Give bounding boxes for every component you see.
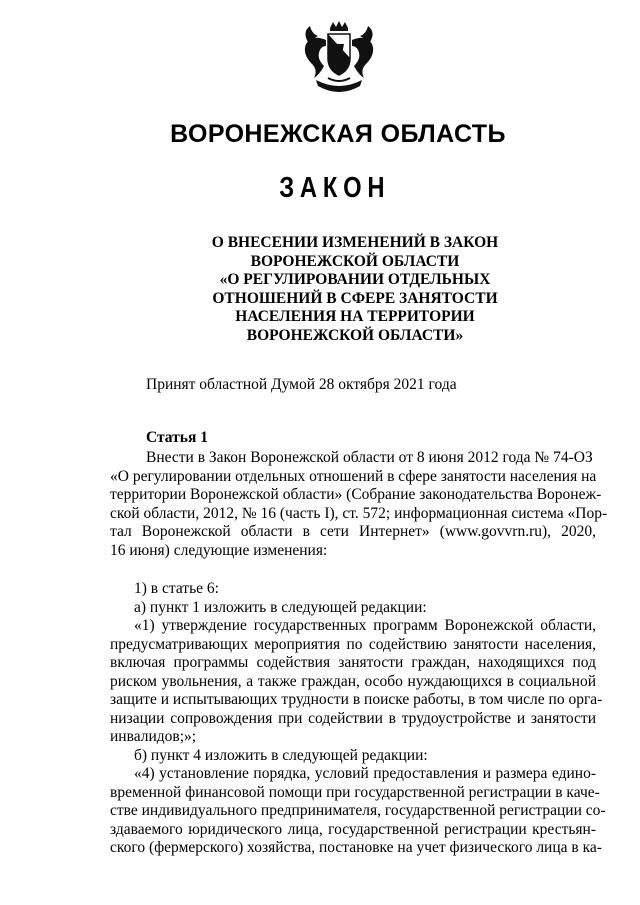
title-line: ВОРОНЕЖСКОЙ ОБЛАСТИ: [250, 252, 460, 270]
article-heading: Статья 1: [146, 429, 208, 446]
body-line: здаваемого юридического лица, государственной регистрации крестьян-: [110, 820, 596, 838]
body-line: защите и испытывающих трудности в поиске работы, в том числе по орга-: [110, 691, 603, 708]
body-line: 16 июня) следующие изменения:: [110, 541, 328, 559]
title-line: О ВНЕСЕНИИ ИЗМЕНЕНИЙ В ЗАКОН: [211, 234, 499, 251]
title-line: ВОРОНЕЖСКОЙ ОБЛАСТИ»: [246, 326, 464, 344]
title-line: ОТНОШЕНИЙ В СФЕРЕ ЗАНЯТОСТИ: [212, 289, 498, 307]
body-line: б) пункт 4 изложить в следующей редакции:: [134, 746, 428, 764]
body-line: предусматривающих мероприятия по содействию занятости населения,: [110, 635, 596, 653]
region-heading: ВОРОНЕЖСКАЯ ОБЛАСТЬ: [170, 120, 506, 148]
coat-of-arms-icon: [298, 20, 380, 100]
body-line: территории Воронежской области» (Собрание законодательства Воронеж-: [110, 486, 602, 503]
law-title: [150, 234, 560, 345]
body-line: «4) установление порядка, условий предоставления и размера едино-: [134, 765, 596, 782]
body-line: временной финансовой помощи при государственной регистрации в каче-: [110, 783, 600, 801]
title-line: НАСЕЛЕНИЯ НА ТЕРРИТОРИИ: [235, 308, 475, 325]
article-body: [110, 449, 608, 858]
body-line: Внести в Закон Воронежской области от 8 июня 2012 года № 74-ОЗ: [146, 449, 593, 466]
body-line: включая программы содействия занятости граждан, находящихся под: [110, 654, 596, 671]
body-line: низации сопровождения при содействии в трудоустройстве и занятости: [110, 709, 596, 727]
body-line: «О регулировании отдельных отношений в сфере занятости населения на: [110, 467, 597, 485]
body-line: 1) в статье 6:: [134, 580, 219, 597]
document-type-heading: ЗАКОН: [279, 172, 391, 204]
title-line: «О РЕГУЛИРОВАНИИ ОТДЕЛЬНЫХ: [219, 271, 491, 288]
body-line: ского (фермерского) хозяйства, постановке на учет физического лица в ка-: [110, 839, 602, 856]
body-line: «1) утверждение государственных программ Воронежской области,: [134, 617, 596, 634]
body-line: а) пункт 1 изложить в следующей редакции:: [134, 598, 427, 616]
body-line: риском увольнения, а также граждан, особо нуждающихся в социальной: [110, 672, 596, 690]
adoption-note: Принят областной Думой 28 октября 2021 года: [146, 376, 457, 393]
body-line: инвалидов;»;: [110, 728, 197, 745]
body-line: стве индивидуального предпринимателя, государственной регистрации со-: [110, 802, 606, 819]
body-line: тал Воронежской области в сети Интернет» (www.govvrn.ru), 2020,: [110, 523, 596, 540]
body-line: ской области, 2012, № 16 (часть I), ст. 572; информационная система «Пор-: [110, 504, 608, 522]
